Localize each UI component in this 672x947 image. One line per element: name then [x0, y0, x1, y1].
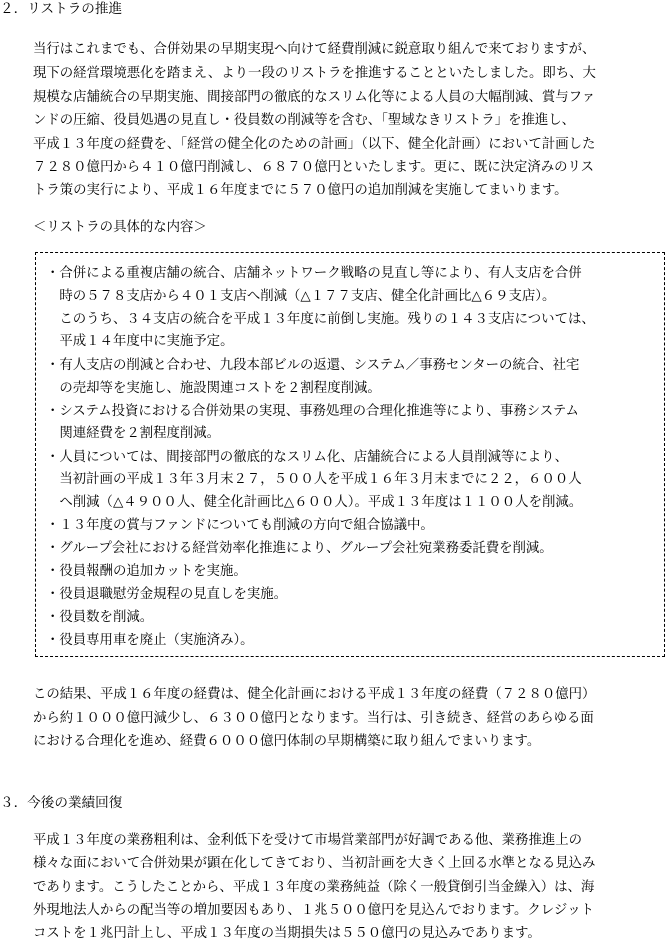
restructuring-box-title: ＜リストラの具体的な内容＞	[33, 220, 207, 235]
list-item: ・有人支店の削減と合わせ、九段本部ビルの返還、システム／事務センターの統合、社宅	[46, 358, 580, 373]
list-item: ・グループ会社における経営効率化推進により、グループ会社宛業務委託費を削減。	[46, 541, 553, 556]
list-item: ・役員専用車を廃止（実施済み）。	[46, 633, 254, 648]
paragraph-line: 外現地法人からの配当等の増加要因もあり、１兆５００億円を見込んでおります。クレジット	[33, 903, 594, 918]
list-item: ・人員については、間接部門の徹底的なスリム化、店舗統合による人員削減等により、	[46, 450, 568, 465]
list-item: ・役員報酬の追加カットを実施。	[46, 564, 247, 579]
paragraph-line: ７２８０億円から４１０億円削減し、６８７０億円といたします。更に、既に決定済みのリス	[33, 160, 595, 175]
list-item: 関連経費を２割程度削減。	[46, 426, 221, 441]
paragraph-line: この結果、平成１６年度の経費は、健全化計画における平成１３年度の経費（７２８０億円）	[33, 687, 596, 702]
list-item: ・システム投資における合併効果の実現、事務処理の合理化推進等により、事務システム	[46, 404, 579, 419]
list-item: ・合併による重複店舗の統合、店舗ネットワーク戦略の見直し等により、有人支店を合併	[46, 266, 582, 281]
list-item: このうち、３４支店の統合を平成１３年度に前倒し実施。残りの１４３支店については、	[46, 312, 595, 327]
list-item: ・役員退職慰労金規程の見直しを実施。	[46, 587, 288, 602]
section-3-heading: ３．今後の業績回復	[0, 795, 123, 811]
paragraph-line: トラ策の実行により、平成１６年度までに５７０億円の追加削減を実施してまいります。	[33, 183, 568, 198]
paragraph-line: であります。こうしたことから、平成１３年度の業務純益（除く一般貸倒引当金繰入）は、海	[33, 880, 595, 895]
list-item: 当初計画の平成１３年３月末２７，５００人を平成１６年３月末までに２２，６００人	[46, 472, 582, 487]
paragraph-line: ンドの圧縮、役員処遇の見直し・役員数の削減等を含む、「聖域なきリストラ」を推進し、	[33, 113, 576, 128]
paragraph-line: 当行はこれまでも、合併効果の早期実現へ向けて経費削減に鋭意取り組んで来ておりますが、	[33, 42, 596, 57]
paragraph-line: から約１０００億円減少し、６３００億円となります。当行は、引き続き、経営のあらゆる面	[33, 711, 594, 726]
paragraph-line: における合理化を進め、経費６０００億円体制の早期構築に取り組んでまいります。	[33, 734, 541, 749]
paragraph-line: 平成１３年度の経費を、「経営の健全化のための計画」（以下、健全化計画）において計画した	[33, 137, 596, 152]
paragraph-line: 現下の経営環境悪化を踏まえ、より一段のリストラを推進することといたしました。即ち、大	[33, 66, 596, 81]
paragraph-line: 規模な店舗統合の早期実施、間接部門の徹底的なスリム化等による人員の大幅削減、賞与ファ	[33, 90, 596, 105]
paragraph-line: 平成１３年度の業務粗利は、金利低下を受けて市場営業部門が好調である他、業務推進上の	[33, 833, 583, 848]
list-item: ・役員数を削減。	[46, 610, 154, 625]
list-item: 時の５７８支店から４０１支店へ削減（△１７７支店、健全化計画比△６９支店）。	[46, 289, 556, 304]
list-item: の売却等を実施し、施設関連コストを２割程度削減。	[46, 381, 381, 396]
list-item: へ削減（△４９００人、健全化計画比△６００人）。平成１３年度は１１００人を削減。	[46, 495, 583, 510]
list-item: ・１３年度の賞与ファンドについても削減の方向で組合協議中。	[46, 518, 434, 533]
list-item: 平成１４年度中に実施予定。	[46, 334, 234, 349]
section-2-heading: ２．リストラの推進	[0, 1, 123, 17]
paragraph-line: コストを１兆円計上し、平成１３年度の当期損失は５５０億円の見込みであります。	[33, 926, 541, 941]
paragraph-line: 様々な面において合併効果が顕在化してきており、当初計画を大きく上回る水準となる見込み	[33, 856, 596, 871]
